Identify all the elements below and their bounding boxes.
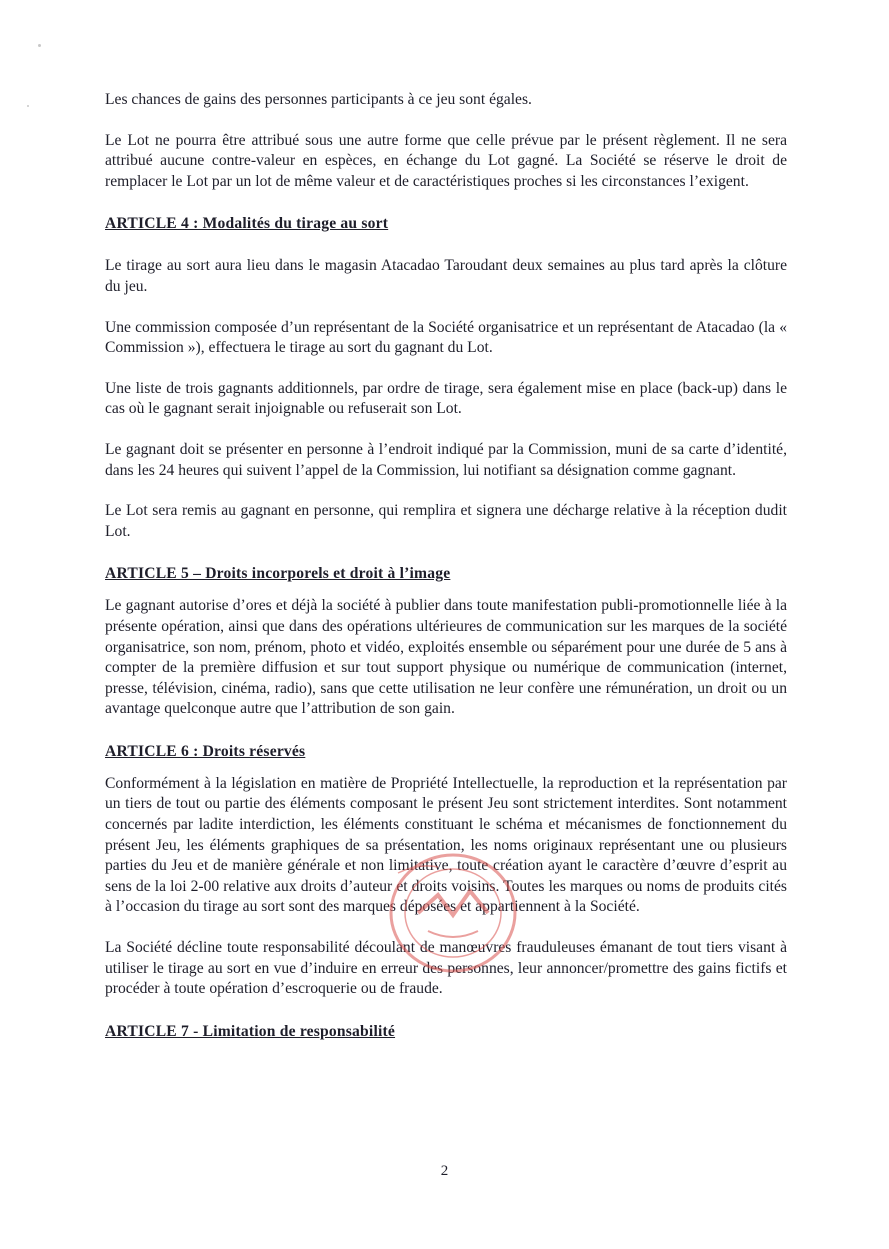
paragraph: Une liste de trois gagnants additionnels, par ordre de tirage, sera également mise en place (back-up) dans le cas où le gagnant serait injoignable ou refuserait son Lot.	[105, 379, 787, 418]
page-number: 2	[440, 1163, 449, 1179]
paragraph: Les chances de gains des personnes participants à ce jeu sont égales.	[105, 91, 532, 108]
paragraph: Le gagnant doit se présenter en personne à l’endroit indiqué par la Commission, muni de sa carte d’identité, dans les 24 heures qui suivent l’appel de la Commission, lui notifiant sa désignation comme gagnant.	[105, 440, 787, 479]
paragraph: Le gagnant autorise d’ores et déjà la société à publier dans toute manifestation publi-promotionnelle liée à la présente opération, ainsi que dans des opérations ultérieures de communication sur les marques de la société organisatrice, son nom, prénom, photo et vidéo, exploités ensemble ou séparément pour une durée de 5 ans à compter de la première diffusion et sur tout support physique ou numérique de communication (internet, presse, télévision, cinéma, radio), sans que cette utilisation ne leur confère une rémunération, un droit ou un avantage quelconque autre que l’attribution de son gain.	[105, 597, 787, 718]
paragraph: Le Lot ne pourra être attribué sous une autre forme que celle prévue par le présent règlement. Il ne sera attribué aucune contre-valeur en espèces, en échange du Lot gagné. La Société se réserve le droit de remplacer le Lot par un lot de même valeur et de caractéristiques proches si les circonstances l’exigent.	[105, 131, 787, 190]
article-5-heading: ARTICLE 5 – Droits incorporels et droit à l’image	[105, 565, 451, 583]
paragraph: Le Lot sera remis au gagnant en personne, qui remplira et signera une décharge relative à la réception dudit Lot.	[105, 502, 787, 540]
paragraph: Conformément à la législation en matière de Propriété Intellectuelle, la reproduction et la représentation par un tiers de tout ou partie des éléments composant le présent Jeu sont strictement interdites. Sont notamment concernés par ladite interdiction, les éléments constituant le schéma et mécanismes de fonctionnement du présent Jeu, les éléments graphiques de sa présentation, les noms originaux représentant une ou plusieurs parties du Jeu et de manière générale et non limitative, toute création ayant le caractère d’œuvre d’esprit au sens de la loi 2-00 relative aux droits d’auteur et droits voisins. Toutes les marques ou noms de produits cités à l’occasion du tirage au sort sont des marques déposées et appartiennent à la Société.	[105, 774, 787, 916]
scan-speck	[38, 44, 41, 47]
paragraph: Le tirage au sort aura lieu dans le magasin Atacadao Taroudant deux semaines au plus tard après la clôture du jeu.	[105, 257, 787, 295]
article-6-heading: ARTICLE 6 : Droits réservés	[105, 742, 306, 760]
scan-speck	[27, 105, 29, 107]
article-4-heading: ARTICLE 4 : Modalités du tirage au sort	[105, 215, 389, 233]
paragraph: La Société décline toute responsabilité découlant de manœuvres frauduleuses émanant de tout tiers visant à utiliser le tirage au sort en vue d’induire en erreur des personnes, leur annoncer/promettre des gains fictifs et procéder à toute opération d’escroquerie ou de fraude.	[105, 939, 787, 998]
article-7-heading: ARTICLE 7 - Limitation de responsabilité	[105, 1022, 396, 1040]
document-body	[105, 90, 787, 1042]
paragraph: Une commission composée d’un représentant de la Société organisatrice et un représentant de Atacadao (la « Commission »), effectuera le tirage au sort du gagnant du Lot.	[105, 318, 787, 357]
